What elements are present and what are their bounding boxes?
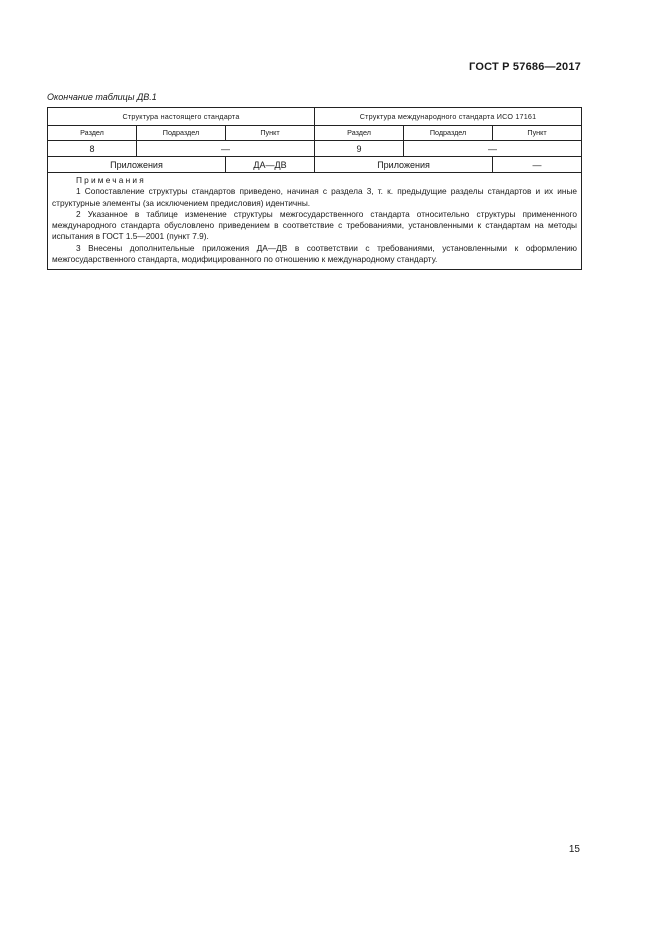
sub-header-intl-section: Раздел (315, 126, 404, 141)
cell-intl-annex-point: — (493, 157, 582, 173)
note-3: 3 Внесены дополнительные приложения ДА—ДВ в соответствии с требованиями, установленными к оформлению межгосударственного стандарта, модифицированного по отношению к международному стандарту. (52, 242, 578, 265)
sub-header-local-subsection: Подраздел (137, 126, 226, 141)
table-row (48, 141, 582, 157)
cell-intl-annex: Приложения (315, 157, 493, 173)
sub-header-intl-point: Пункт (493, 126, 582, 141)
group-header-international: Структура международного стандарта ИСО 17161 (315, 108, 582, 126)
cell-local-annex-range: ДА—ДВ (226, 157, 315, 173)
sub-header-row (48, 126, 582, 141)
page-number: 15 (568, 844, 580, 855)
notes-row (48, 173, 582, 270)
sub-header-local-section: Раздел (48, 126, 137, 141)
group-header-local: Структура настоящего стандарта (48, 108, 315, 126)
cell-local-section: 8 (48, 141, 137, 157)
note-1: 1 Сопоставление структуры стандартов приведено, начиная с раздела 3, т. к. предыдущие разделы стандартов и их иные структурные элементы (за исключением предисловия) идентичны. (52, 186, 578, 208)
sub-header-intl-subsection: Подраздел (404, 126, 493, 141)
group-header-row (48, 108, 582, 126)
table-row (48, 157, 582, 173)
notes-cell (48, 173, 582, 270)
note-2: 2 Указанное в таблице изменение структуры межгосударственного стандарта относительно структуры примененного международного стандарта обусловлено приведением в соответствие с требованиями, установленными к стандартам на методы испытания в ГОСТ 1.5—2001 (пункт 7.9). (52, 208, 578, 242)
cell-local-annex: Приложения (48, 157, 226, 173)
sub-header-local-point: Пункт (226, 126, 315, 141)
structure-comparison-table (47, 107, 582, 270)
cell-intl-section: 9 (315, 141, 404, 157)
table-caption: Окончание таблицы ДВ.1 (47, 92, 157, 102)
cell-intl-rest: — (404, 141, 582, 157)
document-code: ГОСТ Р 57686—2017 (469, 61, 581, 73)
cell-local-rest: — (137, 141, 315, 157)
notes-title: Примечания (76, 175, 146, 185)
